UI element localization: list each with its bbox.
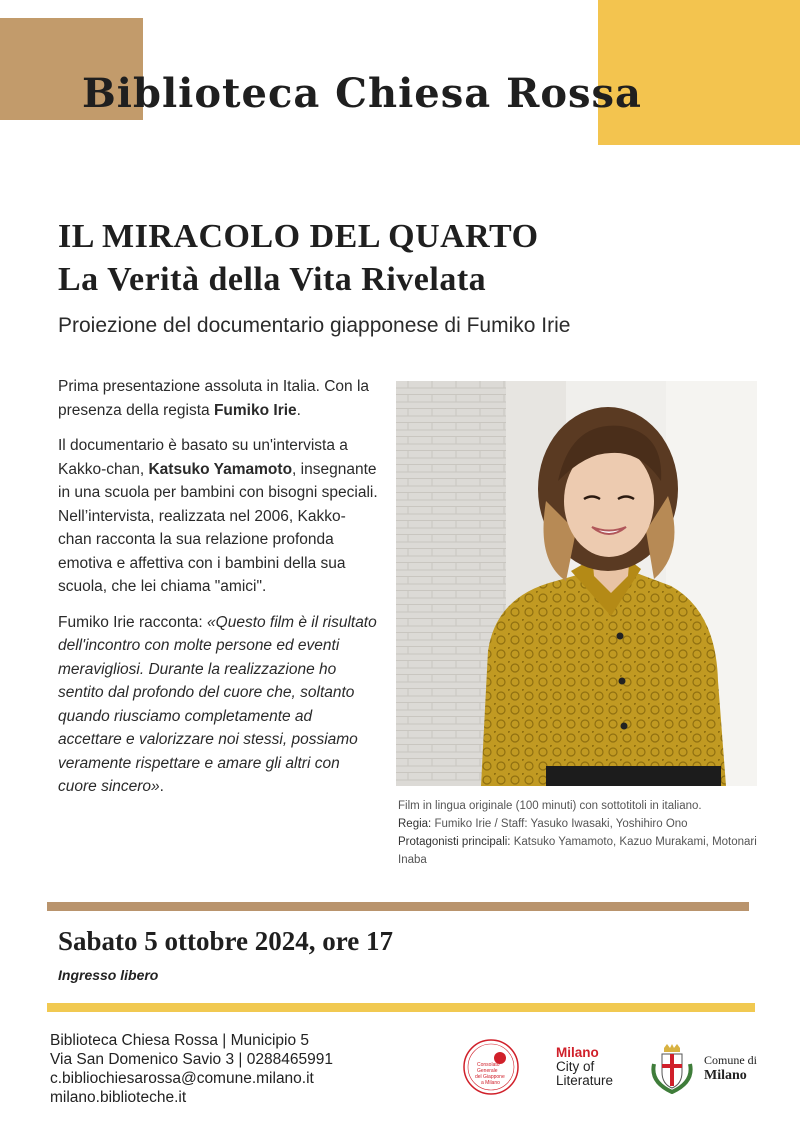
consolato-text-1: Consolato xyxy=(477,1062,500,1068)
entry-info: Ingresso libero xyxy=(58,967,159,983)
event-subtitle: Proiezione del documentario giapponese di Fumiko Irie xyxy=(58,314,571,337)
portrait-illustration xyxy=(396,381,757,786)
divider-tan xyxy=(47,902,749,911)
footer-email[interactable]: c.bibliochiesarossa@comune.milano.it xyxy=(50,1070,314,1087)
comune-line1: Comune di xyxy=(704,1053,757,1067)
footer-address: Via San Domenico Savio 3 | 0288465991 xyxy=(50,1051,333,1068)
city-of-literature-logo xyxy=(556,1046,613,1088)
footer-contacts xyxy=(50,1031,333,1107)
consolato-logo xyxy=(463,1039,519,1095)
consolato-text-3: del Giappone xyxy=(475,1074,505,1080)
paragraph-intro: Prima presentazione assoluta in Italia. Con la presenza della regista Fumiko Irie. xyxy=(58,378,370,419)
description xyxy=(58,375,378,811)
caption-protagonisti: Protagonisti principali: Katsuko Yamamoto, Kazuo Murakami, Motonari Inaba xyxy=(398,836,757,866)
consolato-text-2: Generale xyxy=(477,1068,498,1074)
city-logo-line1: Milano xyxy=(556,1045,599,1060)
comune-crest-icon xyxy=(648,1042,696,1094)
divider-yellow xyxy=(47,1003,755,1012)
film-caption xyxy=(398,797,758,869)
footer-website[interactable]: milano.biblioteche.it xyxy=(50,1089,187,1106)
paragraph-quote: Fumiko Irie racconta: «Questo film è il risultato dell'incontro con molte persone ed eventi meravigliosi. Durante la realizzazione ho sentito dal profondo del cuore che, soltanto quando riusciamo completamente ad accettare e valorizzare noi stessi, possiamo veramente rispettare e amare gli altri con cuore sincero». xyxy=(58,613,377,795)
city-logo-line3: Literature xyxy=(556,1073,614,1088)
comune-logo-text xyxy=(704,1053,757,1083)
caption-language: Film in lingua originale (100 minuti) con sottotitoli in italiano. xyxy=(398,800,702,812)
event-title-line1: IL MIRACOLO DEL QUARTO xyxy=(58,218,539,255)
city-logo-line2: City of xyxy=(556,1059,595,1074)
consolato-seal-icon xyxy=(463,1039,519,1095)
paragraph-documentary: Il documentario è basato su un'intervista a Kakko-chan, Katsuko Yamamoto, insegnante in una scuola per bambini con bisogni speciali. Nell’intervista, realizzata nel 2006, Kakko-chan racconta la sua relazione profonda emotiva e affettiva con i bambini della sua scuola, che lei chiama "amici". xyxy=(58,437,378,595)
consolato-text-4: a Milano xyxy=(481,1080,500,1086)
caption-regia: Regia: Fumiko Irie / Staff: Yasuko Iwasaki, Yoshihiro Ono xyxy=(398,818,688,830)
event-title-line2: La Verità della Vita Rivelata xyxy=(58,261,487,298)
director-photo xyxy=(396,381,757,786)
comune-line2: Milano xyxy=(704,1068,747,1083)
footer-library: Biblioteca Chiesa Rossa | Municipio 5 xyxy=(50,1032,310,1049)
event-date: Sabato 5 ottobre 2024, ore 17 xyxy=(58,926,393,956)
library-title: Biblioteca Chiesa Rossa xyxy=(82,70,642,117)
